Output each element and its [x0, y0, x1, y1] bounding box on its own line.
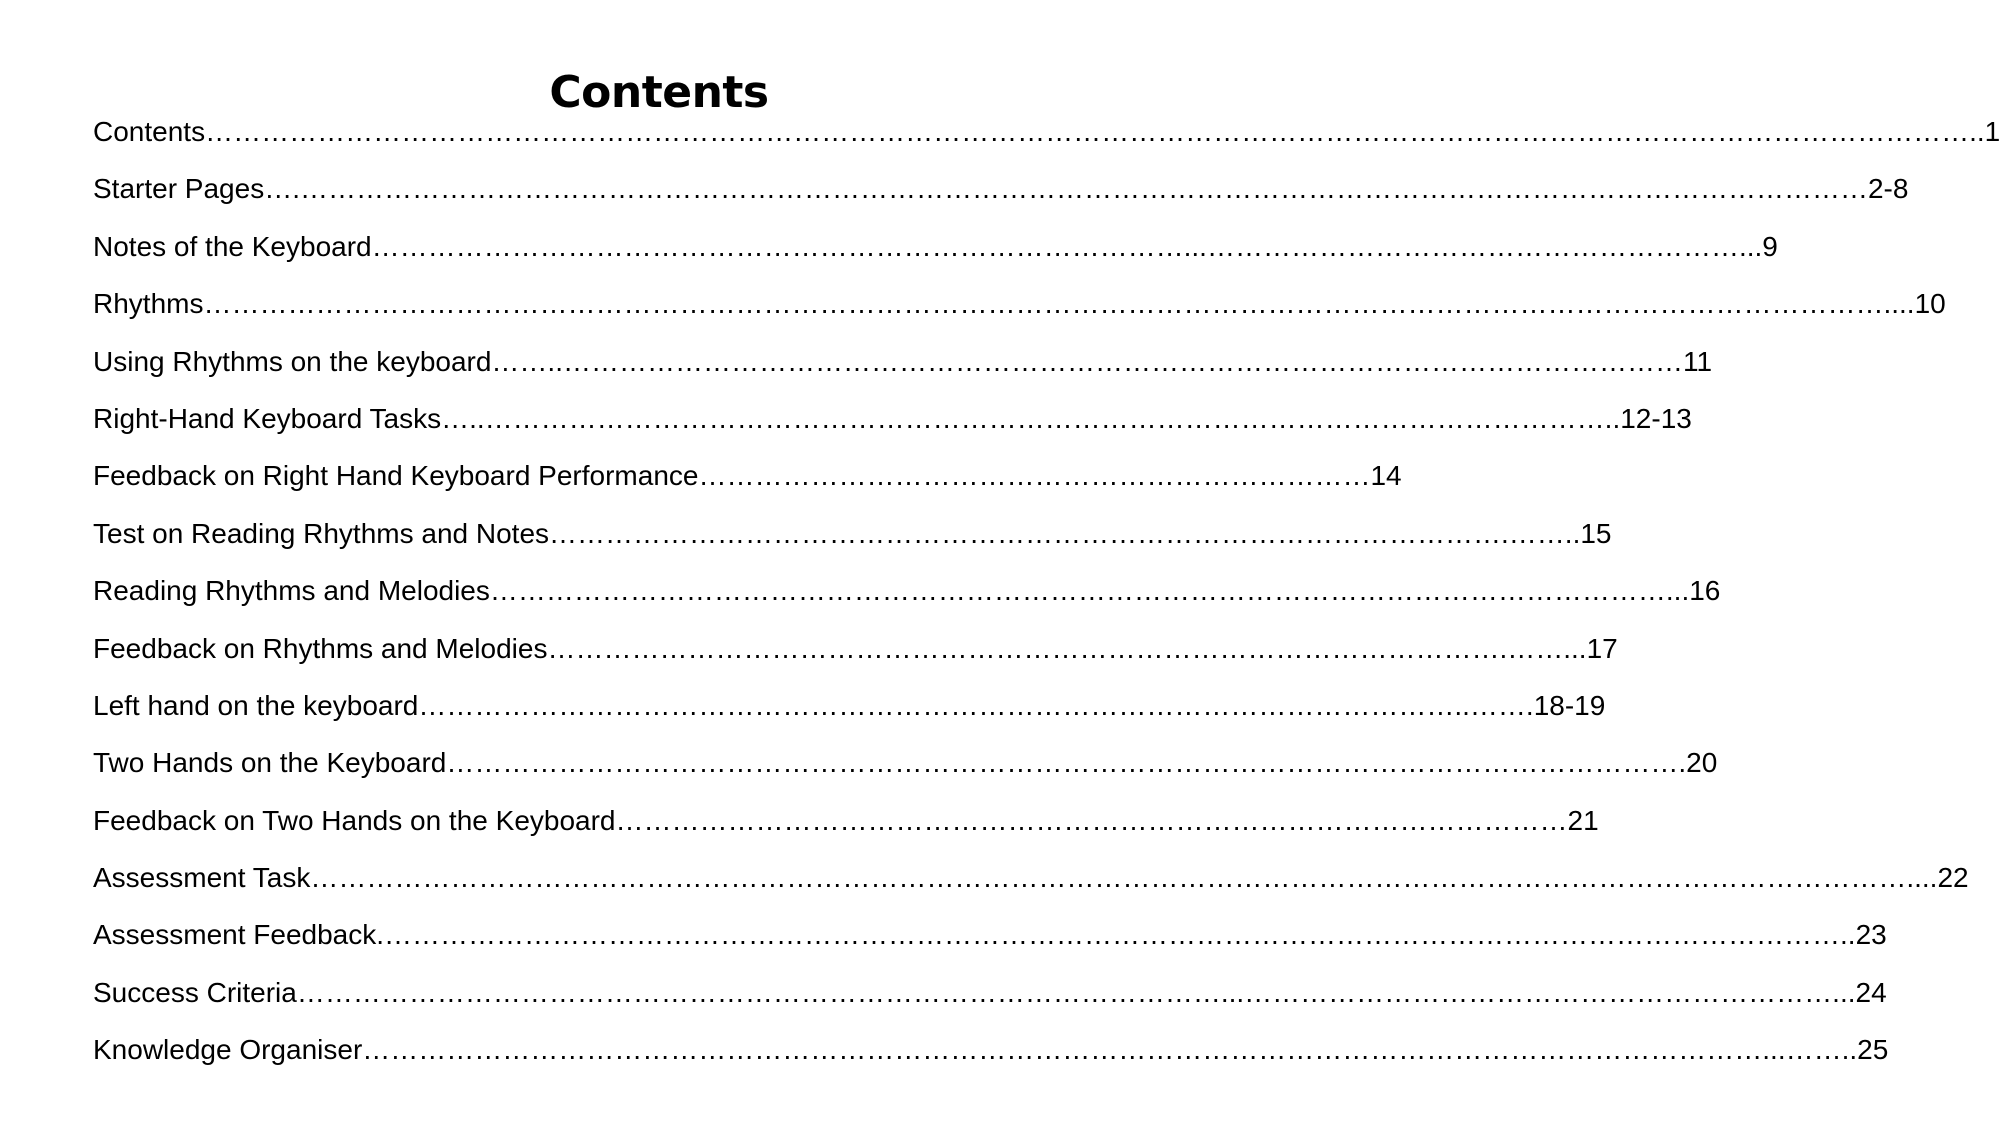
- toc-entry-left-hand: Left hand on the keyboard…………………………………………………………………………………………………..…….18-19: [93, 689, 1606, 721]
- toc-entry-test-reading: Test on Reading Rhythms and Notes………………………………………………………………………………………….……..15: [93, 517, 1612, 549]
- toc-entry-notes-of-the-keyboard: Notes of the Keyboard……………………………………………………………………………...…………………………………………………...9: [93, 230, 1778, 262]
- toc-entry-starter-pages: Starter Pages….……………………………………………………………………………………………………………………………………………………2-8: [93, 173, 1909, 205]
- toc-entry-right-hand-tasks: Right-Hand Keyboard Tasks…..…………………………………………………………………………………………………………..12-13: [93, 402, 1692, 434]
- toc-entry-assessment-task: Assessment Task………………………………………………………………………………………………………………………………………………………....22: [93, 862, 1969, 894]
- toc-entry-feedback-rhythms-melodies: Feedback on Rhythms and Melodies………………………………………………………………………………………….……...17: [93, 632, 1618, 664]
- toc-entry-two-hands: Two Hands on the Keyboard…………………………………………………………………………………………………………………….20: [93, 747, 1718, 779]
- toc-entry-reading-rhythms-melodies: Reading Rhythms and Melodies………………………………………………………………………………………………………………...16: [93, 575, 1721, 607]
- table-of-contents: [93, 112, 2000, 1088]
- toc-entry-assessment-feedback: Assessment Feedback.…………………………………………………………………………………………………………………………………………..23: [93, 919, 1887, 951]
- toc-entry-feedback-right-hand: Feedback on Right Hand Keyboard Performance………………………………………………………………14: [93, 460, 1402, 492]
- toc-entry-knowledge-organiser: Knowledge Organiser……………………………………………………………………………………………………………………………………...……..25: [93, 1034, 1889, 1066]
- toc-entry-rhythms: Rhythms………………………………………………………………………………………………………………………………………………………………....10: [93, 288, 1946, 320]
- toc-entry-contents: Contents………………………………………………………………………………………………………………………………………………………………………..1: [93, 116, 2000, 147]
- toc-entry-success-criteria: Success Criteria………………………………………………………………………………………...………………………………………………………...24: [93, 976, 1887, 1008]
- toc-entry-feedback-two-hands: Feedback on Two Hands on the Keyboard…………………………………………………………………………………………21: [93, 804, 1599, 836]
- toc-entry-using-rhythms: Using Rhythms on the keyboard……..…………………………………………………………………………………………………………11: [93, 345, 1713, 377]
- page-title: Contents: [549, 67, 769, 119]
